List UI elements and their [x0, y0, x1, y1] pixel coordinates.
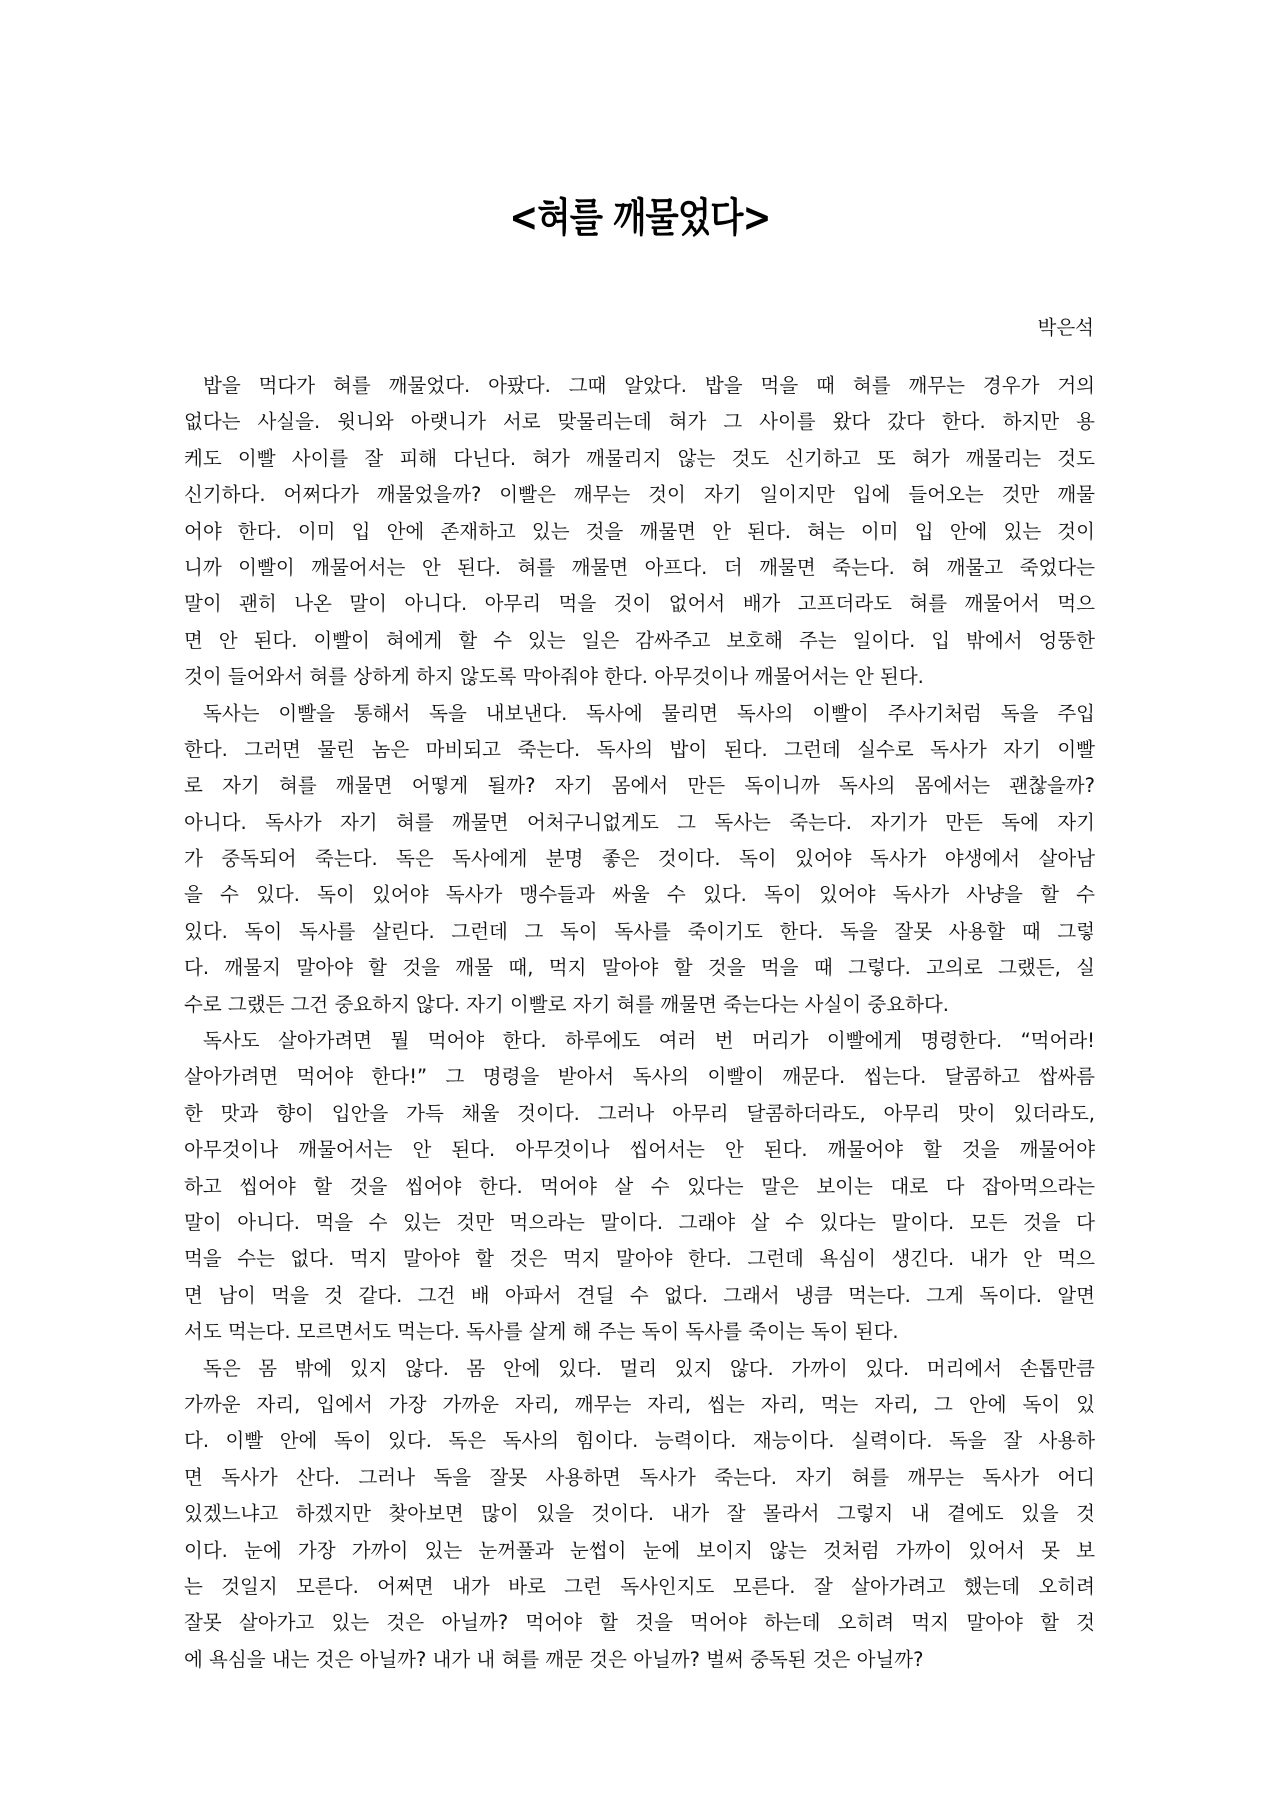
document-title: <혀를 깨물었다> [509, 195, 771, 241]
text-line: 로 자기 혀를 깨물면 어떻게 될까? 자기 몸에서 만든 독이니까 독사의 몸에서는 괜찮을까? [184, 774, 1095, 798]
text-line: 다. 깨물지 말아야 할 것을 깨물 때, 먹지 말아야 할 것을 먹을 때 그렇다. 고의로 그랬든, 실 [184, 956, 1095, 980]
text-line: 있겠느냐고 하겠지만 찾아보면 많이 있을 것이다. 내가 잘 몰라서 그렇지 내 곁에도 있을 것 [184, 1502, 1095, 1526]
text-line: 어야 한다. 이미 입 안에 존재하고 있는 것을 깨물면 안 된다. 혀는 이미 입 안에 있는 것이 [184, 519, 1095, 543]
paragraph-first-line: 독은 몸 밖에 있지 않다. 몸 안에 있다. 멀리 있지 않다. 가까이 있다. 머리에서 손톱만큼 [203, 1356, 1095, 1380]
text-line: 에 욕심을 내는 것은 아닐까? 내가 내 혀를 깨문 것은 아닐까? 벌써 중독된 것은 아닐까? [184, 1647, 924, 1671]
text-line: 신기하다. 어쩌다가 깨물었을까? 이빨은 깨무는 것이 자기 일이지만 입에 들어오는 것만 깨물 [184, 483, 1095, 507]
text-line: 서도 먹는다. 모르면서도 먹는다. 독사를 살게 해 주는 독이 독사를 죽이는 독이 된다. [184, 1320, 899, 1344]
paragraph-first-line: 독사도 살아가려면 뭘 먹어야 한다. 하루에도 여러 번 머리가 이빨에게 명령한다. “먹어라! [203, 1029, 1095, 1053]
text-line: 먹을 수는 없다. 먹지 말아야 할 것은 먹지 말아야 한다. 그런데 욕심이 생긴다. 내가 안 먹으 [184, 1247, 1095, 1271]
text-line: 없다는 사실을. 윗니와 아랫니가 서로 맞물리는데 혀가 그 사이를 왔다 갔다 한다. 하지만 용 [184, 410, 1095, 434]
paragraph-first-line: 밥을 먹다가 혀를 깨물었다. 아팠다. 그때 알았다. 밥을 먹을 때 혀를 깨무는 경우가 거의 [203, 374, 1095, 397]
text-line: 을 수 있다. 독이 있어야 독사가 맹수들과 싸울 수 있다. 독이 있어야 독사가 사냥을 할 수 [184, 883, 1095, 907]
text-line: 말이 아니다. 먹을 수 있는 것만 먹으라는 말이다. 그래야 살 수 있다는 말이다. 모든 것을 다 [184, 1210, 1095, 1234]
text-line: 면 독사가 산다. 그러나 독을 잘못 사용하면 독사가 죽는다. 자기 혀를 깨무는 독사가 어디 [184, 1465, 1095, 1489]
text-line: 가까운 자리, 입에서 가장 가까운 자리, 깨무는 자리, 씹는 자리, 먹는 자리, 그 안에 독이 있 [184, 1392, 1095, 1416]
essay-body [184, 368, 1095, 1678]
text-line: 면 남이 먹을 것 같다. 그건 배 아파서 견딜 수 없다. 그래서 냉큼 먹는다. 그게 독이다. 알면 [184, 1283, 1095, 1307]
text-line: 는 것일지 모른다. 어쩌면 내가 바로 그런 독사인지도 모른다. 잘 살아가려고 했는데 오히려 [184, 1574, 1095, 1598]
text-line: 한다. 그러면 물린 놈은 마비되고 죽는다. 독사의 밥이 된다. 그런데 실수로 독사가 자기 이빨 [184, 737, 1095, 761]
text-line: 아무것이나 깨물어서는 안 된다. 아무것이나 씹어서는 안 된다. 깨물어야 할 것을 깨물어야 [184, 1138, 1095, 1162]
author-name: 박은석 [1037, 316, 1094, 339]
text-line: 말이 괜히 나온 말이 아니다. 아무리 먹을 것이 없어서 배가 고프더라도 혀를 깨물어서 먹으 [184, 592, 1095, 616]
text-line: 한 맛과 향이 입안을 가득 채울 것이다. 그러나 아무리 달콤하더라도, 아무리 맛이 있더라도, [184, 1101, 1095, 1125]
text-line: 하고 씹어야 할 것을 씹어야 한다. 먹어야 살 수 있다는 말은 보이는 대로 다 잡아먹으라는 [184, 1174, 1095, 1198]
paragraph-first-line: 독사는 이빨을 통해서 독을 내보낸다. 독사에 물리면 독사의 이빨이 주사기처럼 독을 주입 [203, 701, 1095, 725]
text-line: 니까 이빨이 깨물어서는 안 된다. 혀를 깨물면 아프다. 더 깨물면 죽는다. 혀 깨물고 죽었다는 [184, 555, 1095, 579]
text-line: 다. 이빨 안에 독이 있다. 독은 독사의 힘이다. 능력이다. 재능이다. 실력이다. 독을 잘 사용하 [184, 1429, 1095, 1453]
text-line: 수로 그랬든 그건 중요하지 않다. 자기 이빨로 자기 혀를 깨물면 죽는다는 사실이 중요하다. [184, 992, 949, 1016]
text-line: 아니다. 독사가 자기 혀를 깨물면 어처구니없게도 그 독사는 죽는다. 자기가 만든 독에 자기 [184, 810, 1095, 834]
text-line: 케도 이빨 사이를 잘 피해 다닌다. 혀가 깨물리지 않는 것도 신기하고 또 혀가 깨물리는 것도 [184, 446, 1095, 470]
text-line: 잘못 살아가고 있는 것은 아닐까? 먹어야 할 것을 먹어야 하는데 오히려 먹지 말아야 할 것 [184, 1611, 1095, 1635]
text-line: 있다. 독이 독사를 살린다. 그런데 그 독이 독사를 죽이기도 한다. 독을 잘못 사용할 때 그렇 [184, 919, 1095, 943]
text-line: 것이 들어와서 혀를 상하게 하지 않도록 막아줘야 한다. 아무것이나 깨물어서는 안 된다. [184, 665, 924, 689]
text-line: 살아가려면 먹어야 한다!” 그 명령을 받아서 독사의 이빨이 깨문다. 씹는다. 달콤하고 쌉싸름 [184, 1065, 1095, 1089]
text-line: 이다. 눈에 가장 가까이 있는 눈꺼풀과 눈썹이 눈에 보이지 않는 것처럼 가까이 있어서 못 보 [184, 1538, 1095, 1562]
text-line: 가 중독되어 죽는다. 독은 독사에게 분명 좋은 것이다. 독이 있어야 독사가 야생에서 살아남 [184, 847, 1095, 871]
text-line: 면 안 된다. 이빨이 혀에게 할 수 있는 일은 감싸주고 보호해 주는 일이다. 입 밖에서 엉뚱한 [184, 628, 1095, 652]
